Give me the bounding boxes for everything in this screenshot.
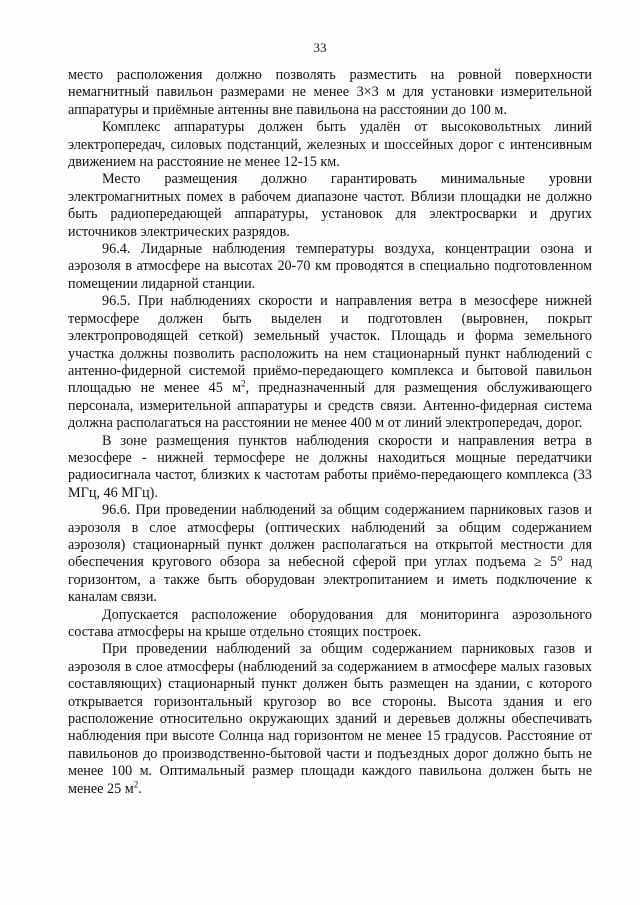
paragraph-site-location: место расположения должно позволять разместить на ровной поверхности немагнитный павильон размерами не менее 3×3 м для установки измерительной аппаратуры и приёмные антенны вне павильона на расстоянии до 100 м. xyxy=(68,67,592,118)
superscript-squared: 2 xyxy=(241,378,246,389)
page-number: 33 xyxy=(313,40,327,55)
paragraph-96-6-greenhouse-gases: 96.6. При проведении наблюдений за общим содержанием парниковых газов и аэрозоля в слое атмосферы (оптических наблюдений за общим содержанием аэрозоля) стационарный пункт должен располагаться на открытой местности для обеспечения кругового обзора за небесной сферой при углах подъема ≥ 5° над горизонтом, а также быть оборудован электропитанием и иметь подключение к каналам связи. xyxy=(68,502,592,606)
paragraph-building-text-a: При проведении наблюдений за общим содержанием парниковых газов и аэрозоля в слое атмосферы (наблюдений за содержанием в атмосфере малых газовых составляющих) стационарный пункт должен быть размещен на здании, с которого открывается горизонтальный кругозор во все стороны. Высота здания и его расположение относительно окружающих зданий и деревьев должны обеспечивать наблюдения при высоте Солнца над горизонтом не менее 15 градусов. Расстояние от павильонов до производственно-бытовой части и подъездных дорог должно быть не менее 100 м. Оптимальный размер площади каждого павильона должен быть не менее 25 м xyxy=(68,641,592,797)
paragraph-96-4-lidar: 96.4. Лидарные наблюдения температуры воздуха, концентрации озона и аэрозоля в атмосфере на высотах 20-70 км проводятся в специально подготовленном помещении лидарной станции. xyxy=(68,241,592,292)
paragraph-power-line-distance: Комплекс аппаратуры должен быть удалён от высоковольтных линий электропередач, силовых подстанций, железных и шоссейных дорог с интенсивным движением на расстояние не менее 12-15 км. xyxy=(68,119,592,171)
paragraph-electromagnetic-interference: Место размещения должно гарантировать минимальные уровни электромагнитных помех в рабочем диапазоне частот. Вблизи площадки не должно быть радиопередающей аппаратуры, установок для электросварки и других источников электрических разрядов. xyxy=(68,171,592,240)
paragraph-96-5-text-a: 96.5. При наблюдениях скорости и направления ветра в мезосфере нижней термосфере должен быть выделен и подготовлен (выровнен, покрыт электропроводящей сеткой) земельный участок. Площадь и форма земельного участка должны позволить расположить на нем стационарный пункт наблюдений с антенно-фидерной системой приёмо-передающего комплекса и бытовой павильон площадью не менее 45 м xyxy=(68,293,592,397)
superscript-squared: 2 xyxy=(133,778,139,789)
paragraph-transmitter-restriction: В зоне размещения пунктов наблюдения скорости и направления ветра в мезосфере - нижней термосфере не должны находиться мощные передатчики радиосигнала частот, близких к частотам работы приёмо-передающего комплекса (33 МГц, 46 МГц). xyxy=(68,432,592,501)
paragraph-building-text-b: . xyxy=(138,780,142,797)
paragraph-96-5-wind-observations xyxy=(68,293,592,432)
paragraph-roof-placement: Допускается расположение оборудования для мониторинга аэрозольного состава атмосферы на крыше отдельно стоящих построек. xyxy=(68,606,592,640)
paragraph-building-placement xyxy=(68,641,592,798)
document-body xyxy=(68,67,592,798)
paragraph-96-5-text-b: , предназначенный для размещения обслуживающего персонала, измерительной аппаратуры и средств связи. Антенно-фидерная система должна располагаться на расстоянии не менее 400 м от линий электропередач, дорог. xyxy=(68,380,593,432)
